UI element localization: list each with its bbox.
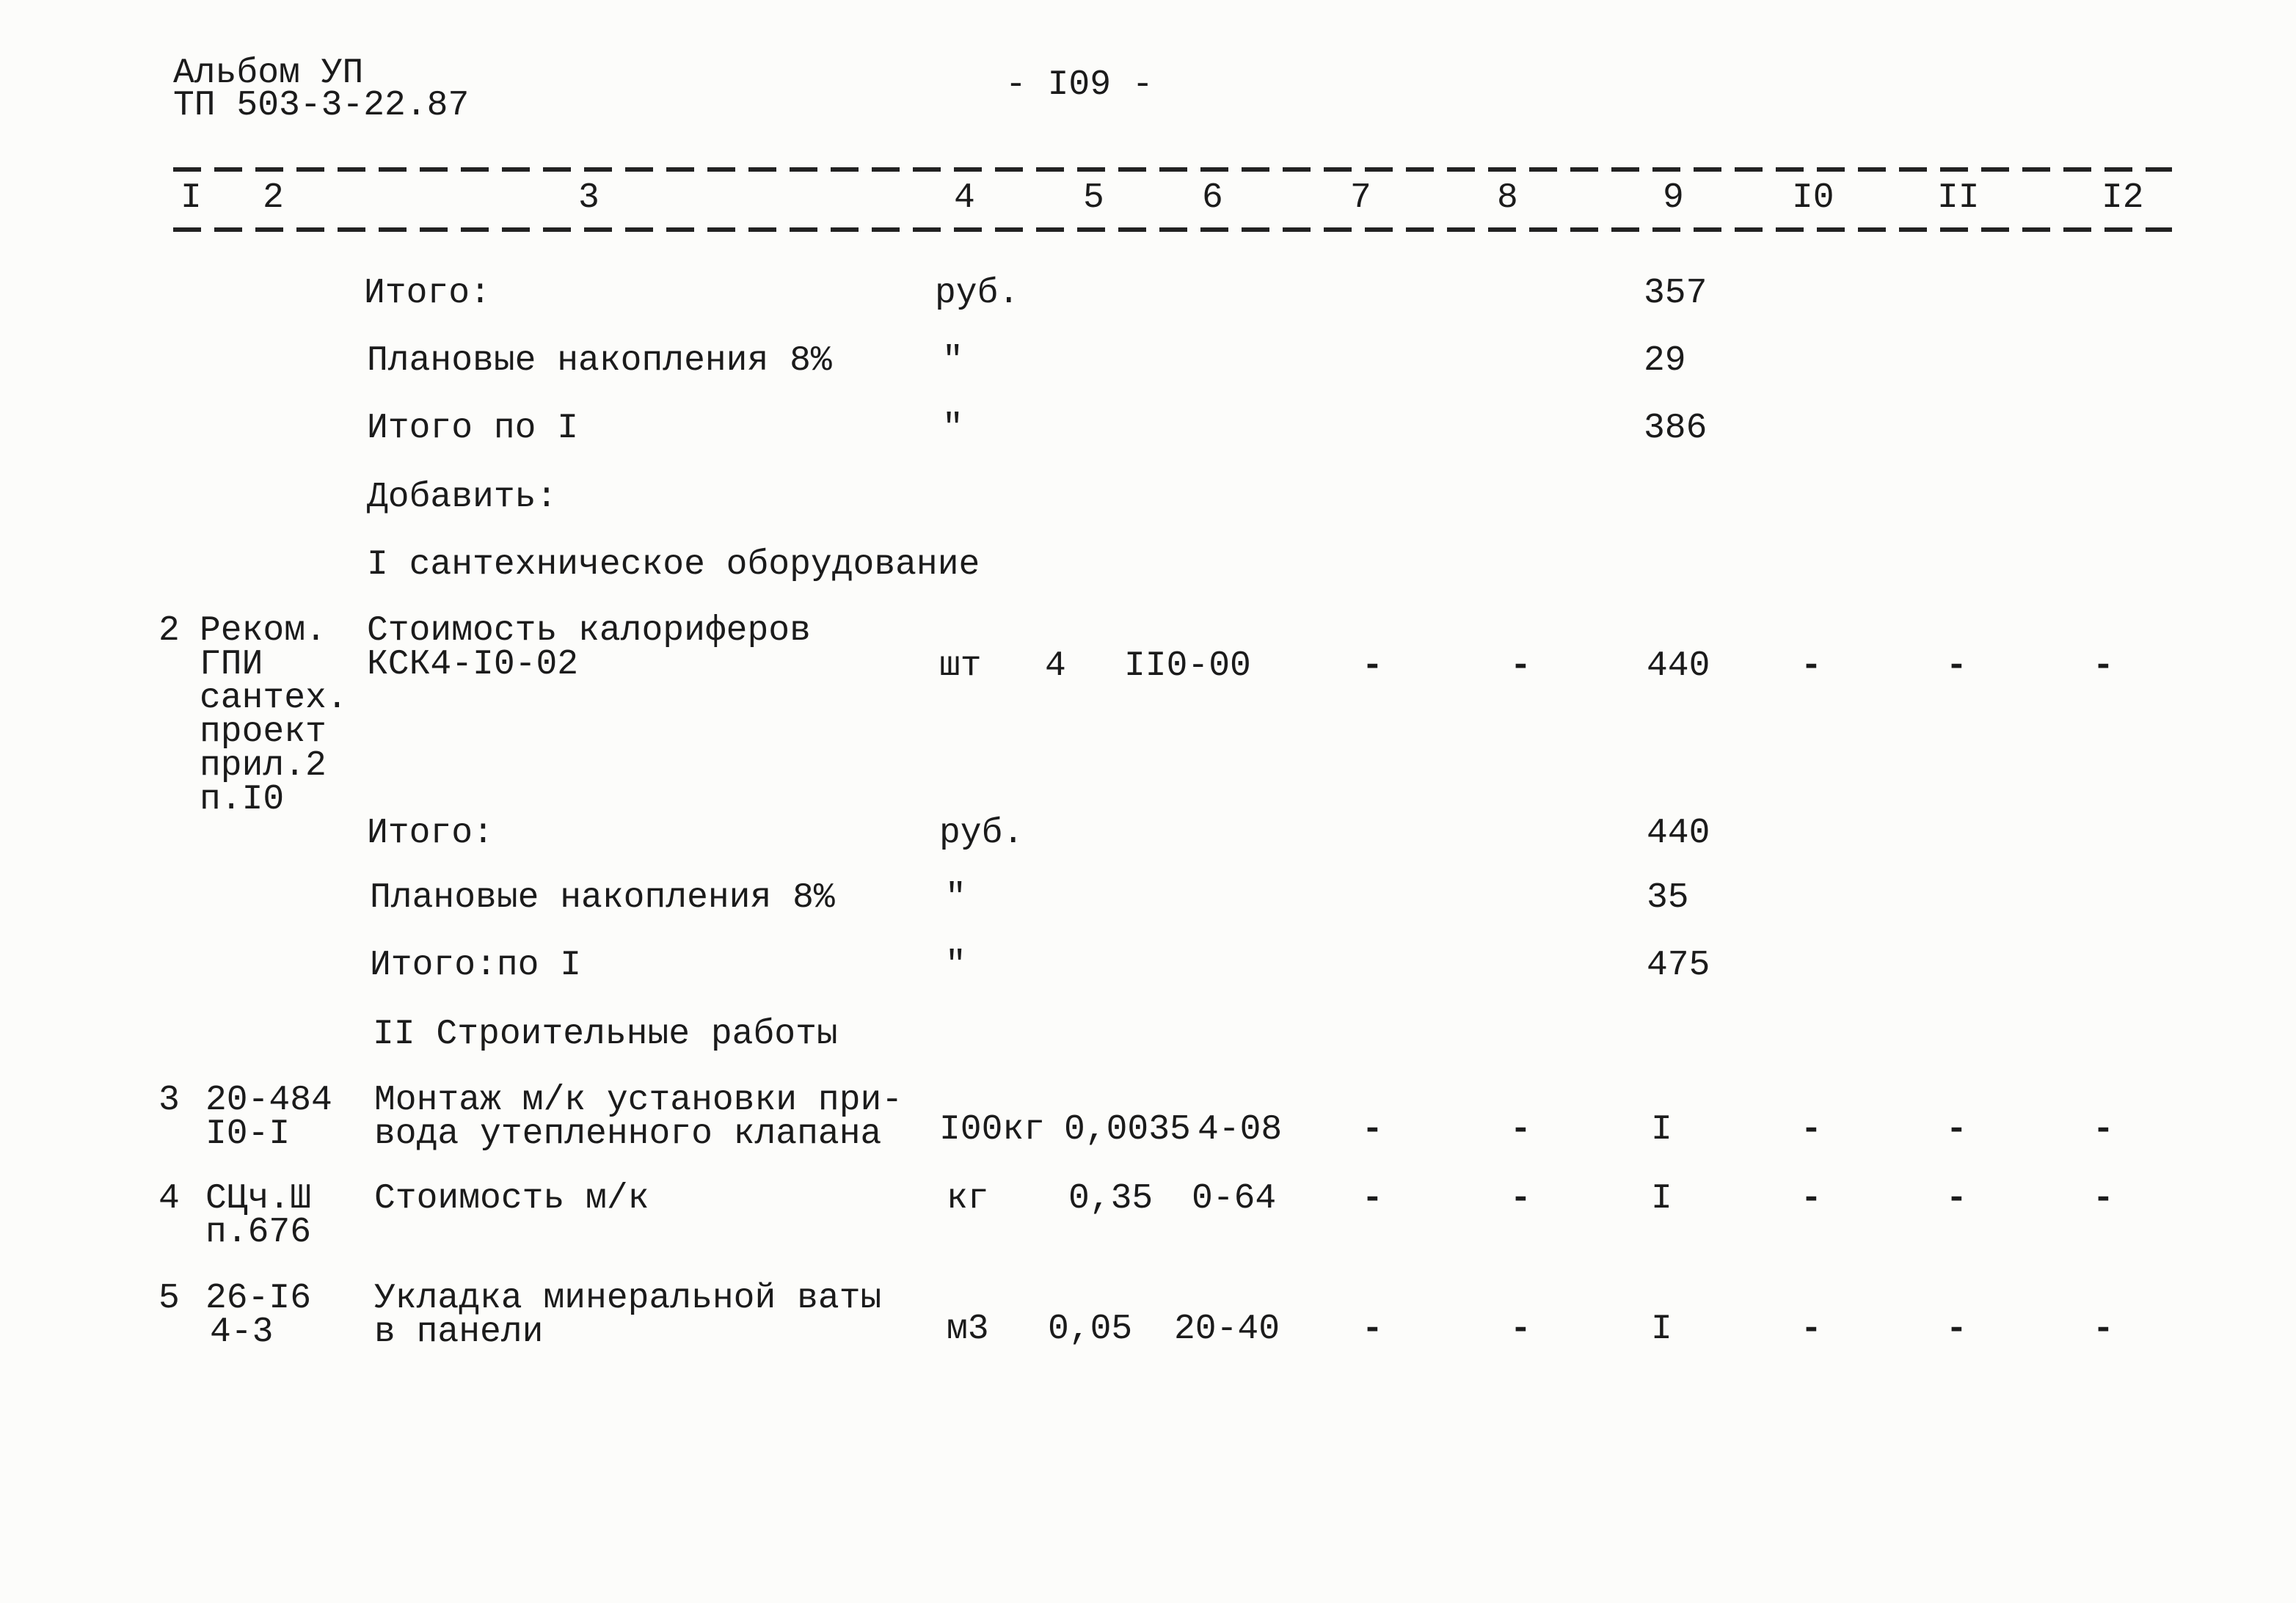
summary-label: Итого по I xyxy=(367,409,579,448)
summary-unit: руб. xyxy=(935,274,1020,313)
item-col7: - xyxy=(1362,1179,1383,1219)
summary-label: Плановые накопления 8% xyxy=(367,341,832,381)
section-title: I сантехническое оборудование xyxy=(367,545,980,585)
summary-value: 35 xyxy=(1647,878,1689,918)
item-description-line: Стоимость м/к xyxy=(374,1179,649,1219)
item-row xyxy=(0,1081,2296,1157)
column-header: 9 xyxy=(1663,178,1684,218)
item-col8: - xyxy=(1510,1310,1531,1349)
section-title: II Строительные работы xyxy=(373,1015,838,1054)
column-header: II xyxy=(1937,178,1980,218)
column-header: 4 xyxy=(954,178,975,218)
summary-row xyxy=(0,946,2296,1022)
item-description-line: КСК4-I0-02 xyxy=(367,645,579,684)
item-col9: 440 xyxy=(1647,646,1710,686)
column-header: 3 xyxy=(578,178,599,218)
summary-label: Итого: xyxy=(364,274,491,313)
item-col12: - xyxy=(2093,1110,2114,1150)
item-quantity: 0,05 xyxy=(1048,1310,1133,1349)
summary-label: Итого: xyxy=(367,814,494,853)
summary-row xyxy=(0,878,2296,954)
column-header: I xyxy=(181,178,202,218)
item-description-line: в панели xyxy=(374,1312,544,1352)
summary-label: Итого:по I xyxy=(370,946,582,985)
item-number: 4 xyxy=(158,1179,180,1219)
column-header: I2 xyxy=(2102,178,2144,218)
item-code xyxy=(205,1081,332,1154)
summary-value: 386 xyxy=(1644,409,1708,448)
item-col12: - xyxy=(2093,1179,2114,1219)
add-label: Добавить: xyxy=(367,478,558,517)
item-description xyxy=(374,1179,649,1219)
item-description xyxy=(367,611,811,684)
header-bottom-rule xyxy=(173,227,2172,232)
item-col11: - xyxy=(1946,1179,1967,1219)
item-code-line: ГПИ xyxy=(200,645,263,684)
header-top-rule xyxy=(173,167,2172,172)
item-description-line: Укладка минеральной ваты xyxy=(374,1279,882,1318)
item-unit: I00кг xyxy=(939,1110,1046,1150)
item-col11: - xyxy=(1946,1310,1967,1349)
item-col11: - xyxy=(1946,646,1967,686)
item-unit: м3 xyxy=(947,1310,989,1349)
column-header: 6 xyxy=(1202,178,1223,218)
item-col10: - xyxy=(1801,1179,1822,1219)
column-header: 8 xyxy=(1497,178,1518,218)
item-code-line: I0-I xyxy=(205,1114,291,1154)
summary-value: 357 xyxy=(1644,274,1708,313)
item-unit-price: 20-40 xyxy=(1174,1310,1280,1349)
summary-unit: " xyxy=(945,946,966,985)
item-col10: - xyxy=(1801,1310,1822,1349)
item-unit-price: 4-08 xyxy=(1198,1110,1283,1150)
album-label: Альбом УП xyxy=(173,54,364,93)
item-code-line: 20-484 xyxy=(205,1081,332,1120)
item-col9: I xyxy=(1651,1310,1672,1349)
summary-row xyxy=(0,274,2296,350)
item-col12: - xyxy=(2093,1310,2114,1349)
summary-unit: " xyxy=(942,409,963,448)
item-code-line: СЦч.Ш xyxy=(205,1179,312,1219)
column-header: 7 xyxy=(1350,178,1371,218)
item-code-line: 4-3 xyxy=(210,1312,274,1352)
item-code xyxy=(200,611,348,819)
item-number: 2 xyxy=(158,611,180,651)
item-col7: - xyxy=(1362,1110,1383,1150)
item-row xyxy=(0,611,2296,834)
project-code: ТП 503-3-22.87 xyxy=(173,86,470,125)
item-col7: - xyxy=(1362,646,1383,686)
page-number: - I09 - xyxy=(1005,65,1154,105)
item-description xyxy=(374,1279,882,1352)
item-quantity: 0,0035 xyxy=(1064,1110,1191,1150)
item-col12: - xyxy=(2093,646,2114,686)
item-col8: - xyxy=(1510,646,1531,686)
summary-row xyxy=(0,814,2296,890)
item-unit-price: II0-00 xyxy=(1124,646,1251,686)
summary-value: 440 xyxy=(1647,814,1710,853)
item-col8: - xyxy=(1510,1110,1531,1150)
item-code-line: Реком. xyxy=(200,611,327,651)
item-description-line: Монтаж м/к установки при- xyxy=(374,1081,903,1120)
item-number: 5 xyxy=(158,1279,180,1318)
item-code-line: прил.2 xyxy=(200,746,327,786)
summary-row xyxy=(0,409,2296,485)
item-col9: I xyxy=(1651,1179,1672,1219)
summary-value: 475 xyxy=(1647,946,1710,985)
item-col9: I xyxy=(1651,1110,1672,1150)
summary-value: 29 xyxy=(1644,341,1686,381)
summary-row xyxy=(0,341,2296,417)
summary-unit: " xyxy=(942,341,963,381)
item-unit: кг xyxy=(947,1179,989,1219)
item-quantity: 0,35 xyxy=(1068,1179,1154,1219)
item-unit-price: 0-64 xyxy=(1192,1179,1277,1219)
item-quantity: 4 xyxy=(1045,646,1066,686)
summary-unit: " xyxy=(945,878,966,918)
item-unit: шт xyxy=(939,646,982,686)
item-code-line: 26-I6 xyxy=(205,1279,312,1318)
item-col7: - xyxy=(1362,1310,1383,1349)
item-row xyxy=(0,1279,2296,1355)
item-col10: - xyxy=(1801,1110,1822,1150)
column-header: 2 xyxy=(263,178,284,218)
item-col10: - xyxy=(1801,646,1822,686)
item-col8: - xyxy=(1510,1179,1531,1219)
summary-label: Плановые накопления 8% xyxy=(370,878,835,918)
item-number: 3 xyxy=(158,1081,180,1120)
item-code-line: проект xyxy=(200,712,327,752)
item-col11: - xyxy=(1946,1110,1967,1150)
item-description-line: Стоимость калориферов xyxy=(367,611,811,651)
item-row xyxy=(0,1179,2296,1255)
item-code xyxy=(205,1279,312,1352)
column-header: I0 xyxy=(1792,178,1834,218)
item-description xyxy=(374,1081,903,1154)
item-code-line: п.676 xyxy=(205,1213,312,1252)
item-code-line: сантех. xyxy=(200,679,348,718)
summary-unit: руб. xyxy=(939,814,1024,853)
item-code xyxy=(205,1179,312,1252)
column-header: 5 xyxy=(1083,178,1104,218)
item-code-line: п.I0 xyxy=(200,780,285,819)
item-description-line: вода утепленного клапана xyxy=(374,1114,882,1154)
